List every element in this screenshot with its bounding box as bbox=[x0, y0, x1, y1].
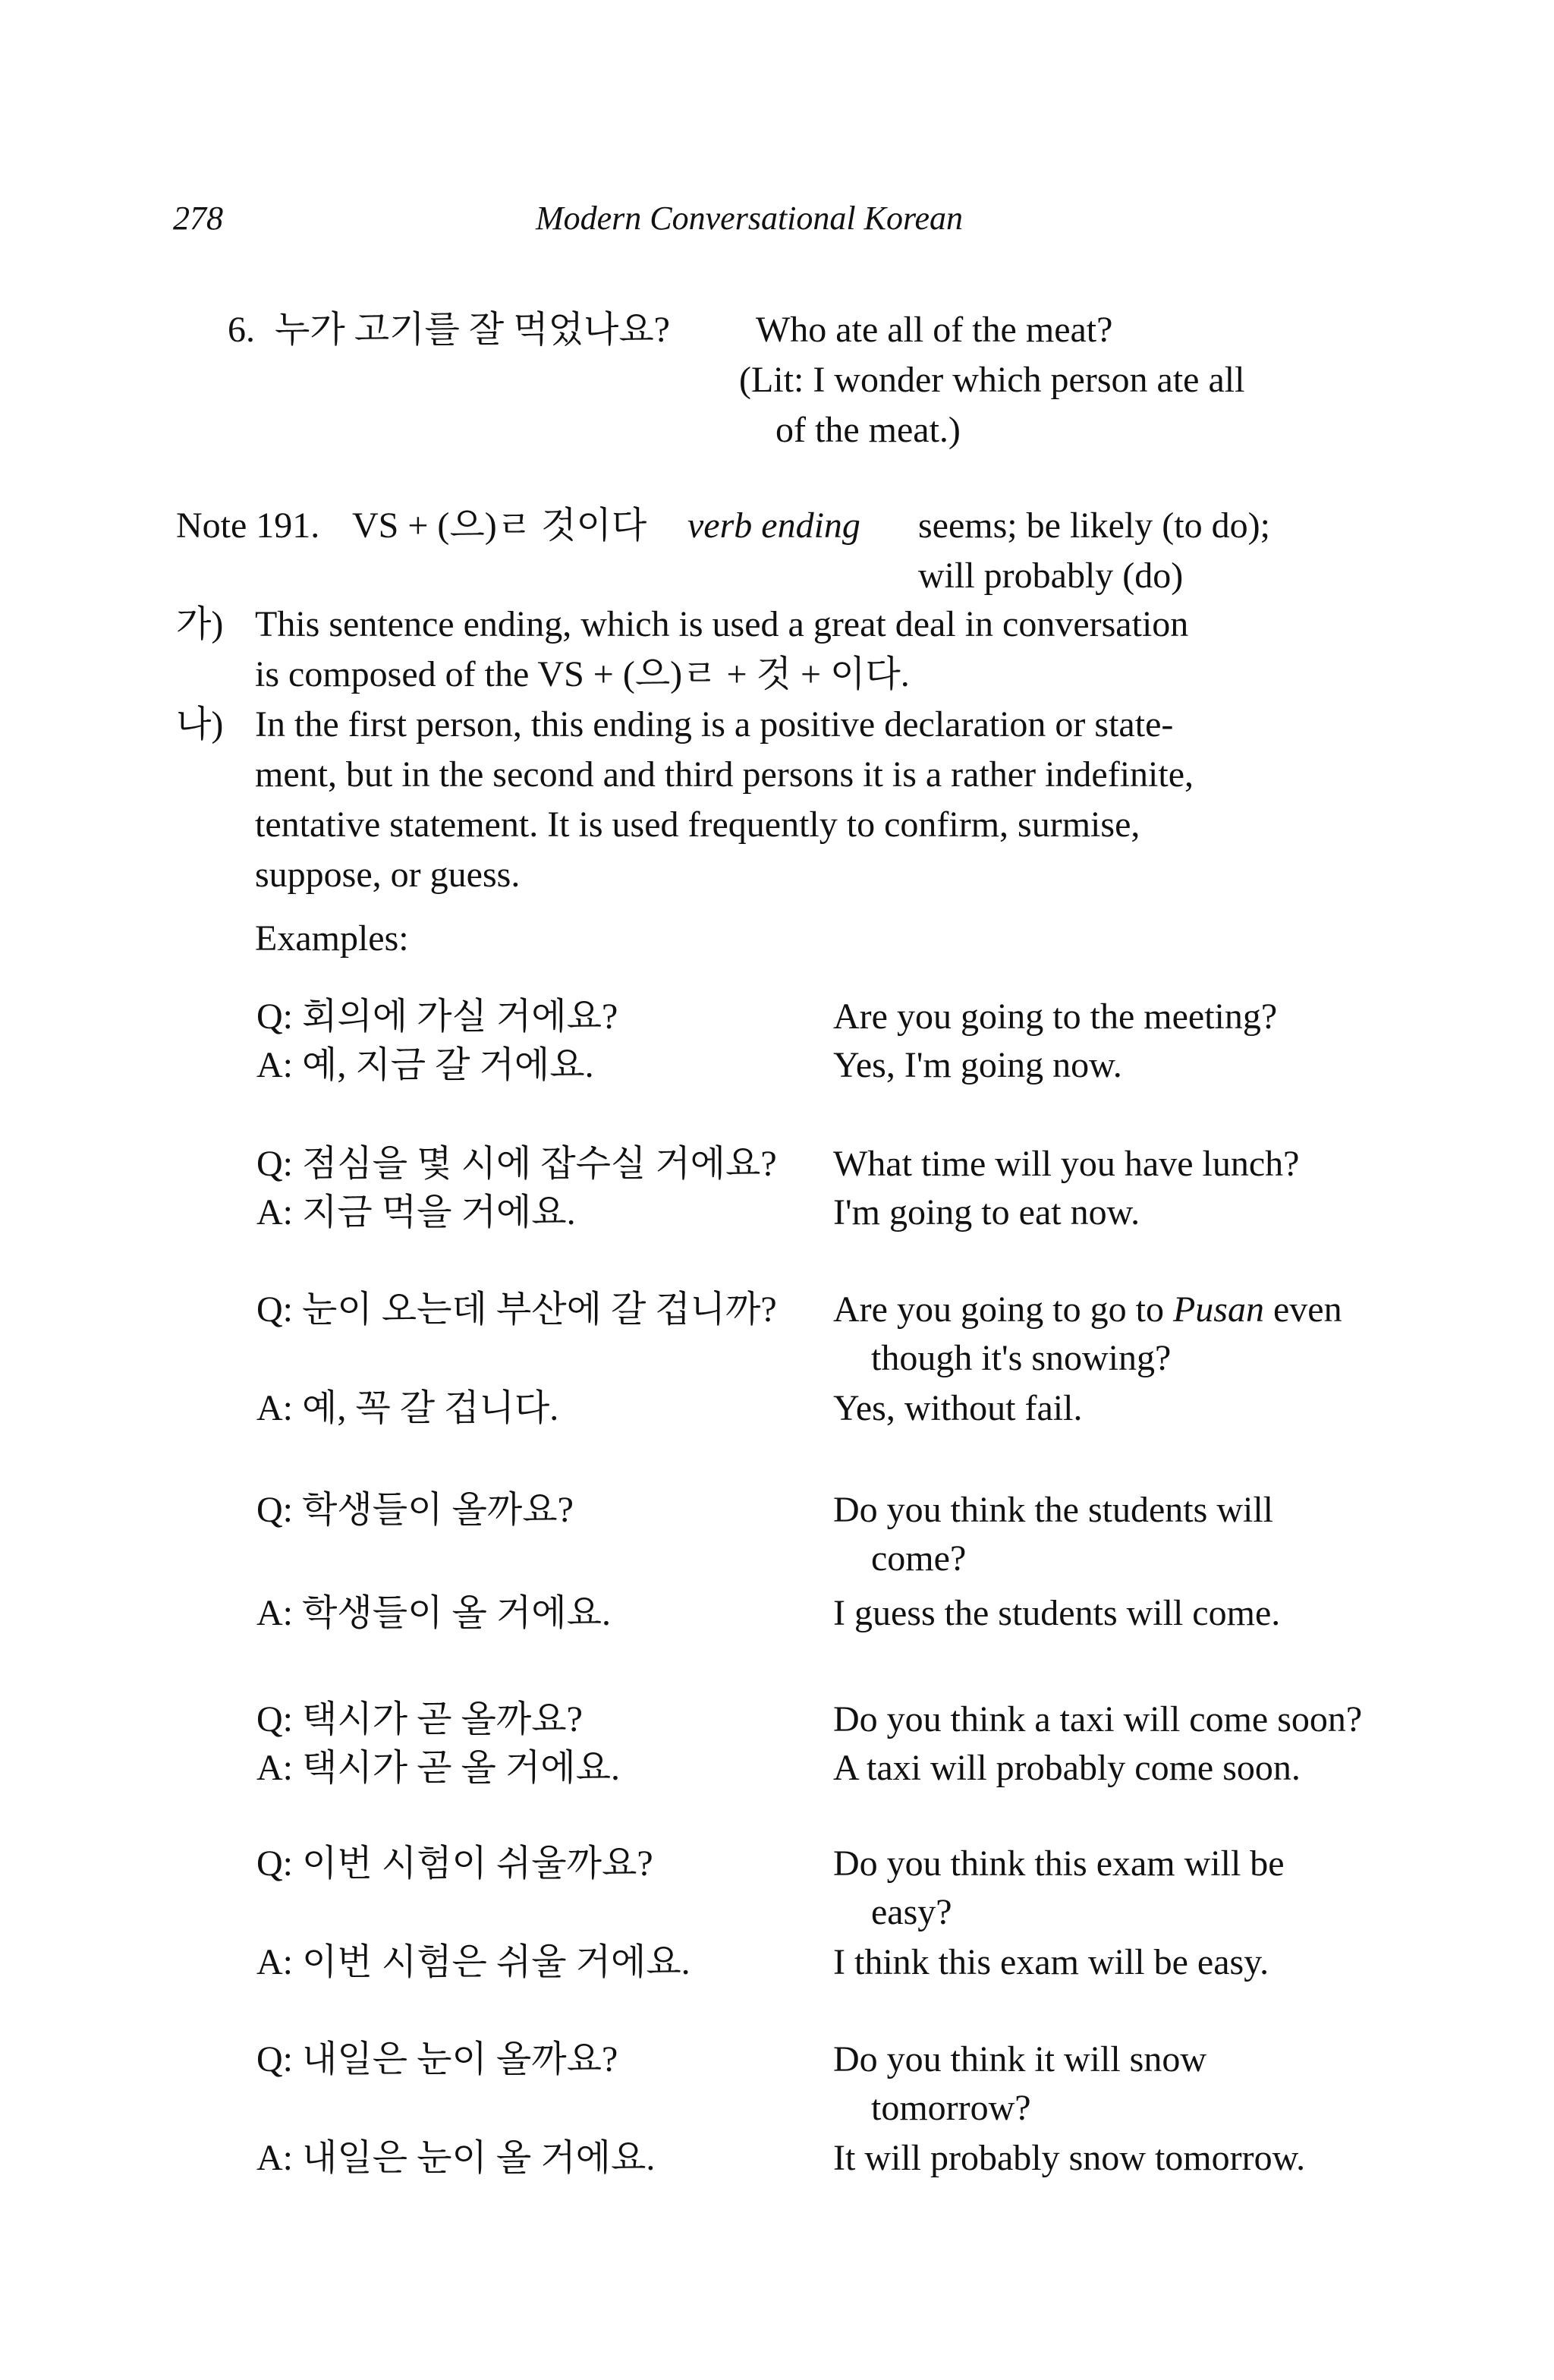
note-label: Note 191. bbox=[176, 505, 320, 546]
example-4-question-english: Do you think the students will bbox=[833, 1490, 1273, 1530]
example-3-question-english-part2: even bbox=[1263, 1289, 1342, 1330]
running-title: Modern Conversational Korean bbox=[536, 200, 963, 237]
item-6-english-line1: Who ate all of the meat? bbox=[756, 310, 1113, 350]
note-b-line3: tentative statement. It is used frequently to confirm, surmise, bbox=[255, 804, 1140, 845]
example-3-answer-english: Yes, without fail. bbox=[833, 1388, 1083, 1428]
page-number: 278 bbox=[173, 200, 223, 237]
example-5-question-korean: Q: 택시가 곧 올까요? bbox=[256, 1699, 583, 1739]
example-6-answer-korean: A: 이번 시험은 쉬울 거에요. bbox=[256, 1942, 690, 1982]
example-5-question-english: Do you think a taxi will come soon? bbox=[833, 1699, 1363, 1739]
note-a-line1: This sentence ending, which is used a great deal in conversation bbox=[255, 604, 1189, 644]
note-formula: VS + (으)ㄹ 것이다 bbox=[352, 505, 647, 546]
example-6-question-korean: Q: 이번 시험이 쉬울까요? bbox=[256, 1843, 653, 1884]
example-4-question-korean: Q: 학생들이 올까요? bbox=[256, 1490, 574, 1530]
examples-label: Examples: bbox=[255, 918, 409, 959]
example-6-question-english-line2: easy? bbox=[871, 1892, 952, 1932]
note-b-marker: 나) bbox=[176, 704, 224, 745]
example-2-question-english: What time will you have lunch? bbox=[833, 1144, 1300, 1184]
example-6-answer-english: I think this exam will be easy. bbox=[833, 1942, 1269, 1982]
example-2-question-korean: Q: 점심을 몇 시에 잡수실 거에요? bbox=[256, 1144, 777, 1184]
example-1-question-english: Are you going to the meeting? bbox=[833, 996, 1278, 1037]
example-2-answer-english: I'm going to eat now. bbox=[833, 1192, 1140, 1232]
note-b-line1: In the first person, this ending is a positive declaration or state- bbox=[255, 704, 1174, 745]
example-7-answer-english: It will probably snow tomorrow. bbox=[833, 2138, 1306, 2178]
example-4-question-english-line2: come? bbox=[871, 1538, 967, 1579]
example-7-answer-korean: A: 내일은 눈이 올 거에요. bbox=[256, 2138, 656, 2178]
note-a-line2: is composed of the VS + (으)ㄹ + 것 + 이다. bbox=[255, 654, 910, 694]
example-3-question-english-line2: though it's snowing? bbox=[871, 1338, 1172, 1378]
example-3-question-korean: Q: 눈이 오는데 부산에 갈 겁니까? bbox=[256, 1289, 777, 1330]
note-b-line2: ment, but in the second and third persons it is a rather indefinite, bbox=[255, 754, 1194, 795]
example-3-question-english bbox=[833, 1286, 1342, 1334]
item-6-english-line3: of the meat.) bbox=[775, 410, 961, 450]
item-6-korean: 누가 고기를 잘 먹었나요? bbox=[275, 310, 670, 350]
example-1-answer-korean: A: 예, 지금 갈 거에요. bbox=[256, 1045, 594, 1085]
example-3-answer-korean: A: 예, 꼭 갈 겁니다. bbox=[256, 1388, 559, 1428]
example-1-question-korean: Q: 회의에 가실 거에요? bbox=[256, 996, 618, 1037]
example-3-question-english-part1: Are you going to go to bbox=[833, 1289, 1173, 1330]
note-meaning-line1: seems; be likely (to do); bbox=[918, 505, 1270, 546]
example-7-question-english: Do you think it will snow bbox=[833, 2039, 1207, 2079]
note-b-line4: suppose, or guess. bbox=[255, 855, 521, 895]
item-6-number: 6. bbox=[228, 310, 255, 350]
example-3-question-english-place: Pusan bbox=[1172, 1289, 1264, 1330]
note-meaning-line2: will probably (do) bbox=[918, 556, 1184, 596]
example-4-answer-english: I guess the students will come. bbox=[833, 1593, 1281, 1633]
example-5-answer-korean: A: 택시가 곧 올 거에요. bbox=[256, 1748, 620, 1788]
note-a-marker: 가) bbox=[176, 604, 224, 644]
example-5-answer-english: A taxi will probably come soon. bbox=[833, 1748, 1301, 1788]
example-7-question-korean: Q: 내일은 눈이 올까요? bbox=[256, 2039, 618, 2079]
example-7-question-english-line2: tomorrow? bbox=[871, 2088, 1031, 2128]
example-4-answer-korean: A: 학생들이 올 거에요. bbox=[256, 1593, 611, 1633]
example-2-answer-korean: A: 지금 먹을 거에요. bbox=[256, 1192, 576, 1232]
note-type: verb ending bbox=[687, 505, 860, 546]
item-6-english-line2: (Lit: I wonder which person ate all bbox=[739, 360, 1245, 400]
example-1-answer-english: Yes, I'm going now. bbox=[833, 1045, 1122, 1085]
example-6-question-english: Do you think this exam will be bbox=[833, 1843, 1285, 1884]
